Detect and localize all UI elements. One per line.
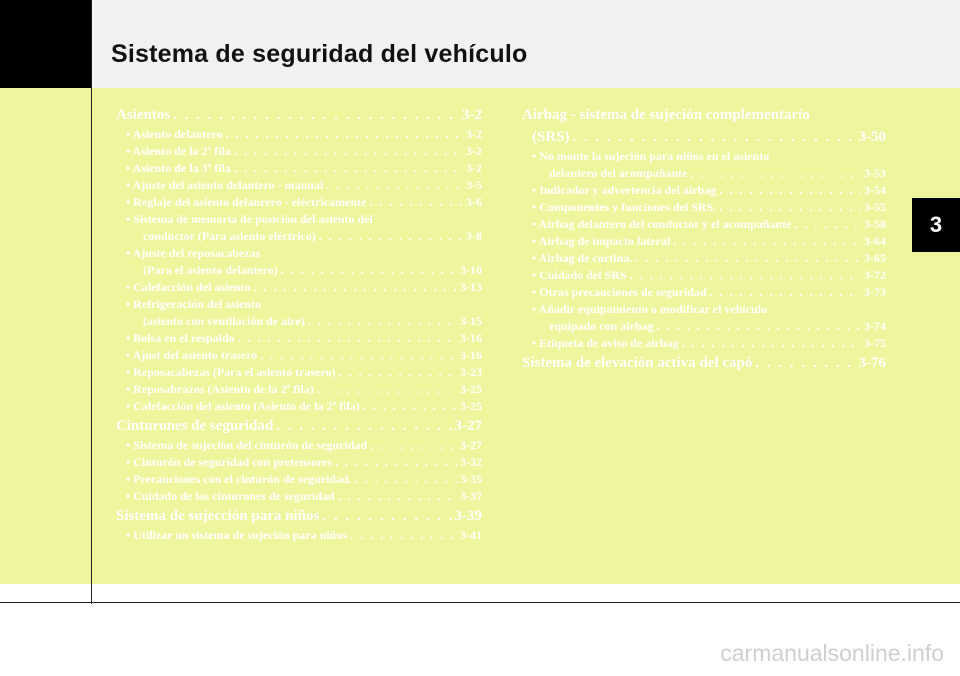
toc-entry-asiento-delantero[interactable]: • Asiento delantero . . . 3-2 [116, 126, 482, 143]
horizontal-divider [0, 602, 960, 603]
toc-entry-anadir-equipamiento-cont[interactable]: equipado con airbag . . . 3-74 [522, 318, 886, 335]
toc-entry-asientos[interactable]: Asientos . . . 3-2 [116, 104, 482, 126]
toc-entry-bolsa-respaldo[interactable]: • Bolsa en el respaldo . . . 3-16 [116, 330, 482, 347]
page-title: Sistema de seguridad del vehículo [111, 40, 528, 68]
toc-entry-componentes[interactable]: • Componentes y funciones del SRS. . . . 3-55 [522, 199, 886, 216]
toc-entry-ajuste-delantero-manual[interactable]: • Ajuste del asiento delantero - manual . . . 3-5 [116, 177, 482, 194]
toc-entry-cuidado-cinturones[interactable]: • Cuidado de los cinturones de seguridad . . . 3-37 [116, 488, 482, 505]
toc-right-column [522, 104, 886, 374]
toc-entry-airbag-cortina[interactable]: • Airbag de cortina. . . . 3-65 [522, 250, 886, 267]
toc-entry-ajust-trasero[interactable]: • Ajust del asiento trasero . . . 3-16 [116, 347, 482, 364]
toc-entry-sujeccion-ninos[interactable]: Sistema de sujección para niños . . . 3-39 [116, 505, 482, 527]
toc-entry-airbag-delantero[interactable]: • Airbag delantero del conductor y el acompañante . . . 3-58 [522, 216, 886, 233]
toc-entry-refrigeracion-asiento-cont[interactable]: (asiento con ventilación de aire) . . . 3-15 [116, 313, 482, 330]
toc-entry-airbag-lateral[interactable]: • Airbag de impacto lateral . . . 3-64 [522, 233, 886, 250]
toc-entry-cuidado-srs[interactable]: • Cuidado del SRS . . . 3-72 [522, 267, 886, 284]
toc-entry-calefaccion-2a-fila[interactable]: • Calefacción del asiento (Asiento de la 2ª fila) . . . 3-25 [116, 398, 482, 415]
toc-entry-no-monte[interactable]: • No monte la sujeción para niños en el asiento [532, 149, 770, 163]
toc-entry-pretensores[interactable]: • Cinturón de seguridad con pretensores . . . 3-32 [116, 454, 482, 471]
toc-entry-memoria-posicion-cont[interactable]: conductor (Para asiento eléctrico) . . . 3-8 [116, 228, 482, 245]
toc-entry-asiento-2a-fila[interactable]: • Asiento de la 2ª fila . . . 3-2 [116, 143, 482, 160]
toc-entry-precauciones-cinturon[interactable]: • Precauciones con el cinturón de seguridad. . . . 3-35 [116, 471, 482, 488]
toc-entry-indicador[interactable]: • Indicador y advertencia del airbag . . . 3-54 [522, 182, 886, 199]
vertical-divider [91, 0, 92, 604]
toc-entry-sujecion-cinturon[interactable]: • Sistema de sujeción del cinturón de seguridad . . . 3-27 [116, 437, 482, 454]
toc-entry-anadir-equipamiento[interactable]: • Añadir equipamiento o modificar el vehículo [532, 302, 768, 316]
toc-entry-airbag-srs-cont[interactable]: (SRS) . . . 3-50 [522, 126, 886, 148]
toc-entry-reposabrazos[interactable]: • Reposabrazos (Asiento de la 2ª fila) . . . 3-25 [116, 381, 482, 398]
toc-entry-utilizar-sujecion[interactable]: • Utilizar un sistema de sujeción para niños . . . 3-41 [116, 527, 482, 544]
chapter-tab[interactable]: 3 [912, 198, 960, 252]
toc-entry-ajuste-reposacabezas[interactable]: • Ajuste del reposacabezas [126, 246, 261, 260]
toc-entry-cinturones[interactable]: Cinturones de seguridad . . . 3-27 [116, 415, 482, 437]
toc-entry-refrigeracion-asiento[interactable]: • Refrigeración del asiento [126, 297, 262, 311]
watermark-text: carmanualsonline.info [720, 640, 944, 666]
toc-entry-calefaccion-asiento[interactable]: • Calefacción del asiento . . . 3-13 [116, 279, 482, 296]
toc-entry-memoria-posicion[interactable]: • Sistema de memoria de posición del asiento del [126, 212, 373, 226]
toc-entry-reglaje-electrico[interactable]: • Reglaje del asiento delanrero - eléctricamente . . . 3-6 [116, 194, 482, 211]
toc-left-column [116, 104, 482, 544]
toc-entry-airbag-srs[interactable]: Airbag - sistema de sujeción complementario [522, 107, 810, 123]
toc-entry-reposacabezas-trasero[interactable]: • Reposacabezas (Para el asiento trasero) . . . 3-23 [116, 364, 482, 381]
corner-block [0, 0, 92, 88]
toc-entry-etiqueta-aviso[interactable]: • Etiqueta de aviso de airbag . . . 3-75 [522, 335, 886, 352]
toc-entry-elevacion-capo[interactable]: Sistema de elevación activa del capó . . . 3-76 [522, 352, 886, 374]
toc-entry-otras-precauciones[interactable]: • Otras precauciones de seguridad . . . 3-73 [522, 284, 886, 301]
toc-entry-ajuste-reposacabezas-cont[interactable]: (Para el asiento delantero) . . . 3-10 [116, 262, 482, 279]
toc-entry-no-monte-cont[interactable]: delantero del acompañante . . . 3-53 [522, 165, 886, 182]
toc-entry-asiento-3a-fila[interactable]: • Asiento de la 3ª fila . . . 3-2 [116, 160, 482, 177]
